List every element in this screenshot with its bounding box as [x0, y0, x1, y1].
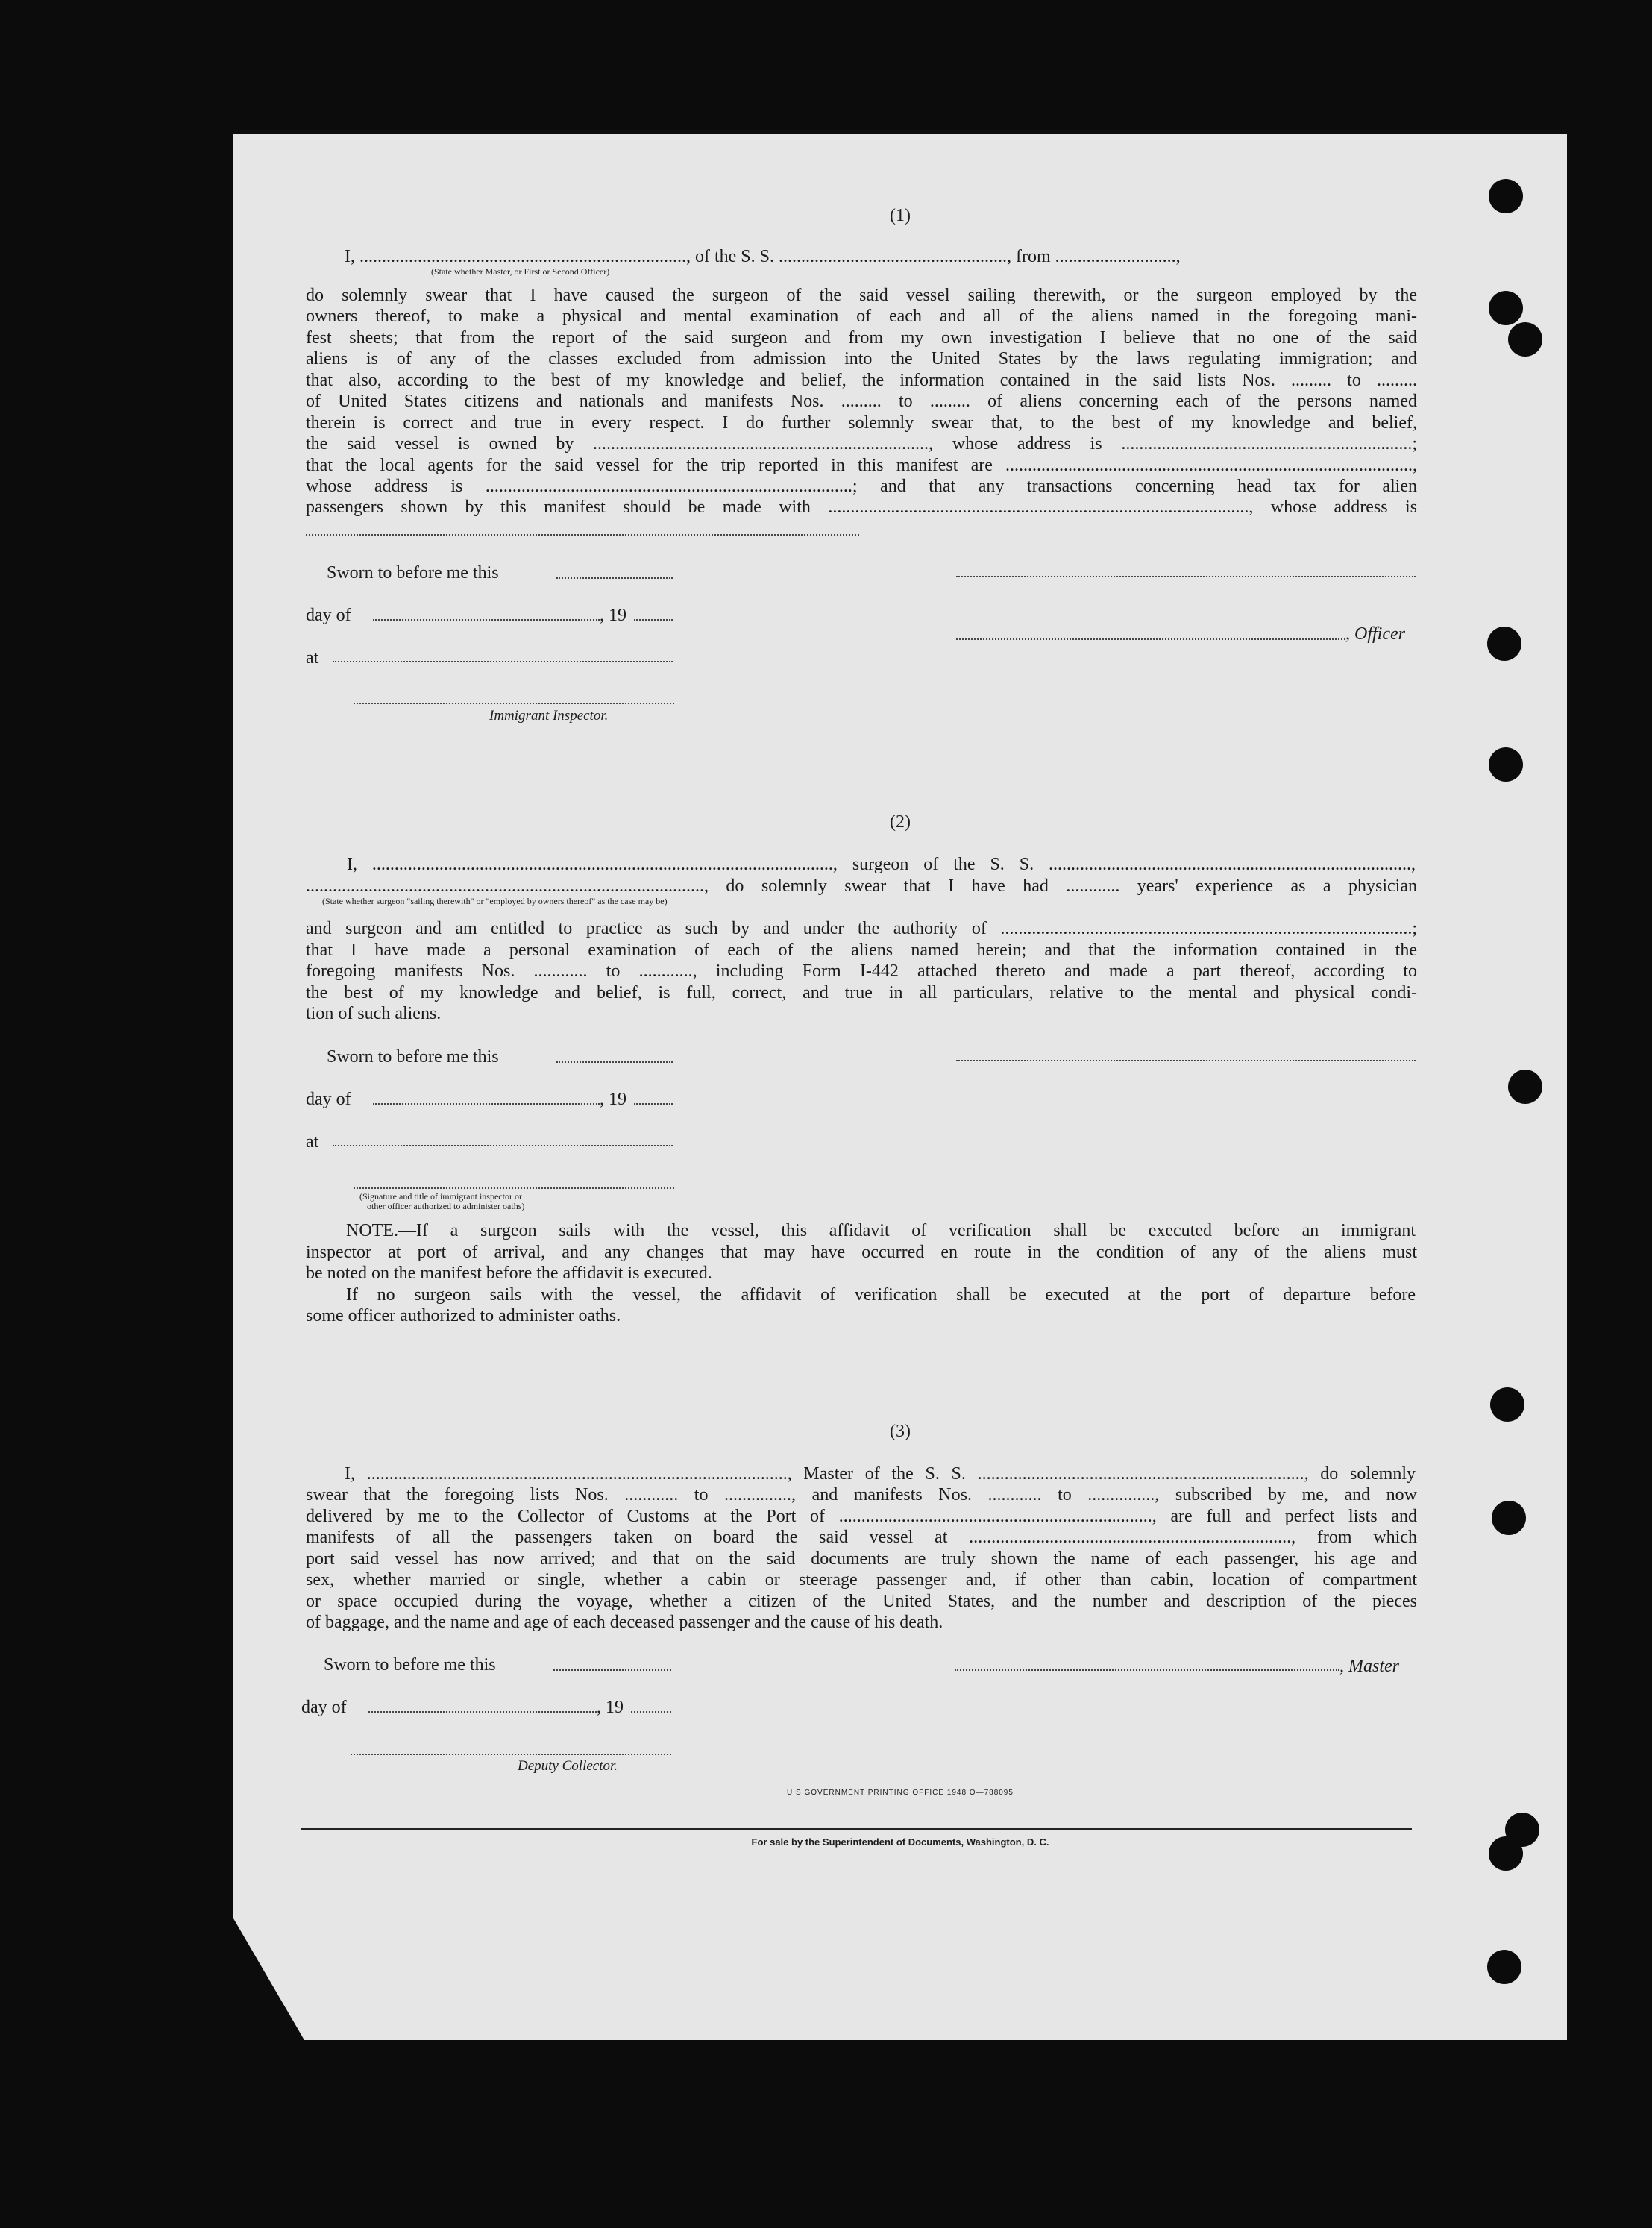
- section-3-line: swear that the foregoing lists Nos. ............ to ..............., and manifests Nos. ............ to ..............., subscribed by me, and now: [306, 1485, 1417, 1504]
- sworn-label: Sworn to before me this: [327, 1047, 499, 1067]
- month-field[interactable]: [373, 619, 600, 621]
- binder-hole: [1492, 1501, 1526, 1535]
- sworn-label: Sworn to before me this: [327, 563, 499, 583]
- section-1-line: owners thereof, to make a physical and mental examination of each and all of the aliens named in the foregoing mani-: [306, 307, 1417, 326]
- section-1-line: the said vessel is owned by ..........................................................................., whose address is .................................................................;: [306, 434, 1417, 454]
- year-prefix: , 19: [600, 1090, 626, 1109]
- note-line: NOTE.—If a surgeon sails with the vessel, this affidavit of verification shall be executed before an immigrant: [346, 1221, 1416, 1240]
- section-3-line: or space occupied during the voyage, whether a citizen of the United States, and the number and description of the pieces: [306, 1592, 1417, 1611]
- binder-hole: [1489, 747, 1523, 782]
- day-of-label: day of: [301, 1698, 347, 1717]
- sworn-label: Sworn to before me this: [324, 1655, 496, 1675]
- note-line: be noted on the manifest before the affidavit is executed.: [306, 1264, 712, 1283]
- day-of-label: day of: [306, 1090, 351, 1109]
- master-label: , Master: [1339, 1657, 1399, 1676]
- day-of-label: day of: [306, 606, 351, 625]
- section-2-line: ........................................................................................., do solemnly swear that I have had ............ years' experience as a physician: [306, 876, 1417, 896]
- signature-note: (Signature and title of immigrant inspector or: [359, 1191, 522, 1202]
- section-1-header: I, ........................................................................., of the S. S. ..................................................., from ...........................,: [345, 247, 1181, 266]
- binder-hole: [1490, 1387, 1524, 1422]
- binder-hole: [1489, 291, 1523, 325]
- sworn-date-field[interactable]: [556, 577, 673, 579]
- section-2-line: I, ......................................................................................................., surgeon of the S. S. .................................................................................,: [347, 855, 1416, 874]
- officer-signature-field[interactable]: [956, 638, 1345, 640]
- section-1-line: whose address is ..................................................................................; and that any transactions concerning head tax for alien: [306, 477, 1417, 496]
- section-3-line: I, .............................................................................................., Master of the S. S. ........................................................................., do solemnly: [345, 1464, 1416, 1484]
- printer-imprint: U S GOVERNMENT PRINTING OFFICE 1948 O—788095: [787, 1789, 1014, 1797]
- section-3-line: of baggage, and the name and age of each deceased passenger and the cause of his death.: [306, 1613, 943, 1632]
- section-1-line: aliens is of any of the classes excluded from admission into the United States by the laws regulating immigration; and: [306, 349, 1417, 368]
- section-1-line: that the local agents for the said vessel for the trip reported in this manifest are ...........................................................................................,: [306, 456, 1417, 475]
- section-2-line: tion of such aliens.: [306, 1004, 442, 1023]
- address-blank-line[interactable]: [306, 534, 859, 536]
- section-1-line: therein is correct and true in every respect. I do further solemnly swear that, to the best of my knowledge and belief,: [306, 413, 1417, 433]
- sworn-date-field[interactable]: [553, 1669, 671, 1671]
- note-line: If no surgeon sails with the vessel, the affidavit of verification shall be executed at the port of departure before: [346, 1285, 1416, 1305]
- year-prefix: , 19: [600, 606, 626, 625]
- footer-rule: [301, 1828, 1412, 1830]
- at-label: at: [306, 1132, 319, 1152]
- at-label: at: [306, 648, 319, 668]
- place-field[interactable]: [333, 1145, 673, 1146]
- section-3-line: port said vessel has now arrived; and that on the said documents are truly shown the name of each passenger, his age and: [306, 1549, 1417, 1569]
- section-1-line: do solemnly swear that I have caused the surgeon of the said vessel sailing therewith, or the surgeon employed by the: [306, 286, 1417, 305]
- binder-hole: [1508, 322, 1542, 357]
- section-2-number: (2): [890, 812, 911, 832]
- section-2-line: the best of my knowledge and belief, is full, correct, and true in all particulars, relative to the mental and physical condi-: [306, 983, 1417, 1002]
- binder-hole: [1487, 627, 1521, 661]
- section-2-line: that I have made a personal examination of each of the aliens named herein; and that the information contained in the: [306, 941, 1417, 960]
- year-field[interactable]: [631, 1711, 671, 1713]
- year-field[interactable]: [634, 619, 673, 621]
- place-field[interactable]: [333, 661, 673, 662]
- section-2-note: (State whether surgeon "sailing therewith" or "employed by owners thereof" as the case may be): [322, 896, 668, 906]
- binder-hole: [1487, 1950, 1521, 1984]
- binder-hole: [1508, 1070, 1542, 1104]
- section-1-line: that also, according to the best of my knowledge and belief, the information contained in the said lists Nos. ......... to .........: [306, 371, 1417, 390]
- year-field[interactable]: [634, 1103, 673, 1105]
- signature-note: other officer authorized to administer oaths): [367, 1201, 525, 1211]
- section-1-header-note: (State whether Master, or First or Second Officer): [431, 266, 610, 277]
- section-2-line: foregoing manifests Nos. ............ to ............, including Form I-442 attached thereto and made a part thereof, according to: [306, 961, 1417, 981]
- section-1-line: passengers shown by this manifest should be made with .............................................................................................., whose address is: [306, 498, 1417, 517]
- section-3-line: sex, whether married or single, whether a cabin or steerage passenger and, if other than cabin, location of compartment: [306, 1570, 1417, 1590]
- month-field[interactable]: [368, 1711, 597, 1713]
- year-prefix: , 19: [597, 1698, 624, 1717]
- section-1-number: (1): [890, 206, 911, 225]
- section-1-line: of United States citizens and nationals and manifests Nos. ......... to ......... of aliens concerning each of the persons named: [306, 392, 1417, 411]
- section-3-number: (3): [890, 1422, 911, 1441]
- master-signature-field[interactable]: [955, 1669, 1339, 1671]
- section-1-line: fest sheets; that from the report of the said surgeon and from my own investigation I believe that no one of the said: [306, 328, 1417, 348]
- inspector-label: Immigrant Inspector.: [489, 708, 609, 724]
- note-line: some officer authorized to administer oaths.: [306, 1306, 621, 1325]
- officer-signature-field[interactable]: [354, 1187, 674, 1189]
- sworn-date-field[interactable]: [556, 1061, 673, 1063]
- surgeon-signature-field[interactable]: [956, 1060, 1416, 1061]
- inspector-signature-field[interactable]: [354, 703, 674, 704]
- month-field[interactable]: [373, 1103, 600, 1105]
- section-3-line: delivered by me to the Collector of Customs at the Port of ......................................................................, are full and perfect lists and: [306, 1507, 1417, 1526]
- note-line: inspector at port of arrival, and any changes that may have occurred en route in the condition of any of the aliens must: [306, 1243, 1417, 1262]
- section-3-line: manifests of all the passengers taken on board the said vessel at ........................................................................, from which: [306, 1528, 1417, 1547]
- collector-signature-field[interactable]: [351, 1754, 671, 1755]
- sale-notice: For sale by the Superintendent of Documents, Washington, D. C.: [751, 1836, 1049, 1848]
- officer-name-field[interactable]: [956, 576, 1416, 577]
- collector-label: Deputy Collector.: [518, 1758, 618, 1774]
- section-2-line: and surgeon and am entitled to practice as such by and under the authority of ............................................................................................;: [306, 919, 1417, 938]
- officer-label: , Officer: [1345, 624, 1405, 644]
